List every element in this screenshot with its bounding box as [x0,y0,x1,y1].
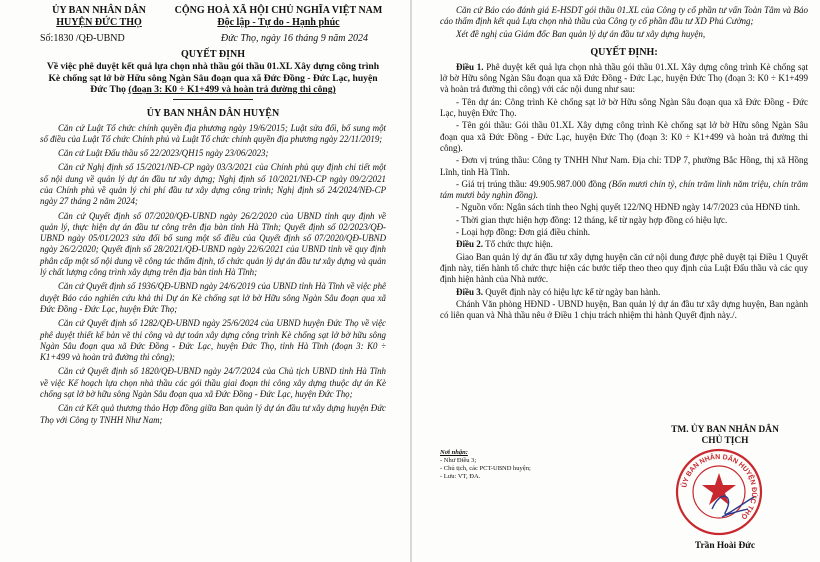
article-1-item: - Đơn vị trúng thầu: Công ty TNHH Như Nam. Địa chỉ: TDP 7, phường Bắc Hồng, thị xã Hồng Lĩnh, tỉnh Hà Tĩnh. [440,155,808,177]
article-2: Điều 2. Tổ chức thực hiện. [456,239,553,250]
doc-meta [40,32,386,45]
legal-basis-item: Căn cứ Quyết định số 1936/QĐ-UBND ngày 24/6/2019 của UBND tỉnh Hà Tĩnh về việc phê duyệt Báo cáo nghiên cứu khả thi Dự án Kè chống sạt lở bờ Hữu sông Ngàn Sâu đoạn qua xã Đức Đồng - Đức Lạc, huyện Đức Thọ; [40,281,386,314]
seal-text: ỦY BAN NHÂN DÂN HUYỆN ĐỨC THỌ [681,453,758,521]
issuer-heading: ỦY BAN NHÂN DÂN HUYỆN [146,107,280,119]
intro-paragraph: Xét đề nghị của Giám đốc Ban quản lý dự án đầu tư xây dựng huyện, [456,28,706,39]
legal-basis [40,123,386,426]
article-2-body: Giao Ban quản lý dự án đầu tư xây dựng huyện căn cứ nội dung được phê duyệt tại Điều 1 Quyết định này, tiến hành tổ chức thực hiện các bước tiếp theo theo quy định của Luật Đấu thầu và các quy định hiện hành của Nhà nước. [440,251,808,285]
doc-number: Số:1830 /QĐ-UBND [40,33,125,44]
article-1-item: - Loại hợp đồng: Đơn giá điều chỉnh. [456,227,590,238]
decision-heading: QUYẾT ĐỊNH: [590,46,658,58]
article-1-item: - Thời gian thực hiện hợp đồng: 12 tháng, kể từ ngày hợp đồng có hiệu lực. [456,214,728,225]
legal-basis-item: Căn cứ Quyết định số 07/2020/QĐ-UBND ngày 26/2/2020 của UBND tỉnh quy định về quản lý, thực hiện dự án đầu tư công trên địa bàn tỉnh Hà Tĩnh; Quyết định số 02/2023/QĐ-UBND ngày 05/01/2023 sửa đổi bổ sung một số điều của Quyết định số 07/2020/QĐ-UBND ngày 26/2/2020; Quyết định số 28/2021/QĐ-UBND ngày 22/6/2021 của UBND tỉnh về quy định phân cấp một số nội dung về công tác thẩm định, tổ chức quản lý dự án đầu tư xây dựng và quản lý chất lượng công trình xây dựng trên địa bàn tỉnh Hà Tĩnh; [40,210,386,278]
signatory-title: TM. ỦY BAN NHÂN DÂN CHỦ TỊCH [671,425,779,446]
official-seal-icon [674,447,764,537]
recipients: Nơi nhận: - Như Điều 3; - Chủ tịch, các PCT-UBND huyện; - Lưu: VT, ĐA. [440,449,531,480]
article-1-item: - Tên dự án: Công trình Kè chống sạt lở bờ Hữu sông Ngàn Sâu đoạn qua xã Đức Đồng - Đức Lạc, huyện Đức Thọ. [440,96,808,119]
article-1-item: - Nguồn vốn: Ngân sách tỉnh theo Nghị quyết 122/NQ HĐNĐ ngày 14/7/2023 của HĐNĐ tỉnh. [456,202,800,213]
article-1-item: - Tên gói thầu: Gói thầu 01.XL Xây dựng công trình Kè chống sạt lở bờ Hữu sông Ngàn Sâu đoạn qua xã Đức Đồng - Đức Lạc, huyện Đức Thọ (đoạn 3: K0 ÷ K1+499 và hoàn trả đường thi công). [440,120,808,153]
contract-price: - Giá trị trúng thầu: 49.905.987.000 đồng (Bốn mươi chín tỷ, chín trăm linh năm triệu, chín trăm tám mươi bảy nghìn đồng). [440,178,808,201]
legal-basis-item: Căn cứ Quyết định số 1282/QĐ-UBND ngày 25/6/2024 của UBND huyện Đức Thọ về việc phê duyệt thiết kế bản vẽ thi công và dự toán xây dựng công trình Kè chống sạt lở bờ hữu sông Ngàn Sâu đoạn qua xã Đức Đồng - Đức Lạc, huyện Đức Thọ, tỉnh Hà Tĩnh (đoạn 3: K0 ÷ K1+499 và hoàn trả đường thi công); [40,318,386,363]
doc-date: Đức Thọ, ngày 16 tháng 9 năm 2024 [220,33,368,44]
article-3-body: Chánh Văn phòng HĐND - UBND huyện, Ban quản lý dự án đầu tư xây dựng huyện, Ban ngành có liên quan và Nhà thầu nêu ở Điều 1 chịu trách nhiệm thi hành Quyết định này./. [440,298,808,321]
document-header [40,5,386,29]
legal-basis-item: Căn cứ Quyết định số 1820/QĐ-UBND ngày 24/7/2024 của Chủ tịch UBND tỉnh Hà Tĩnh về việc Kế hoạch lựa chọn nhà thầu các gói thầu giai đoạn thi công xây dựng thuộc dự án Kè chống sạt lở bờ hữu sông Ngàn Sâu đoạn qua xã Đức Đồng - Đức Lạc, huyện Đức Thọ; [40,366,386,400]
decision-title: QUYẾT ĐỊNH [181,49,245,60]
right-page [412,0,820,562]
legal-basis-item: Căn cứ Luật Tổ chức chính quyền địa phương ngày 19/6/2015; Luật sửa đổi, bổ sung một số điều của Luật Tổ chức Chính phủ và Luật Tổ chức chính quyền địa phương ngày 22/11/2019; [40,122,386,144]
intro-paragraph: Căn cứ Báo cáo đánh giá E-HSDT gói thầu 01.XL của Công ty cổ phần tư vấn Toàn Tâm và Báo cáo thẩm định kết quả Lựa chọn nhà thầu của Công ty cổ phần đầu tư XD Phú Cường; [440,5,808,27]
divider [173,99,253,100]
signature-area [440,425,808,562]
issuing-agency: ỦY BAN NHÂN DÂN HUYỆN ĐỨC THỌ [52,5,146,28]
legal-basis-item: Căn cứ Luật Đấu thầu số 22/2023/QH15 ngày 23/06/2023; [58,148,269,159]
signer-name: Trần Hoài Đức [694,541,756,551]
article-1: Điều 1. Phê duyệt kết quả lựa chọn nhà thầu gói thầu 01.XL Xây dựng công trình Kè chống sạt lở bờ Hữu sông Ngàn Sâu đoạn qua xã Đức Đồng - Đức Lạc, huyện Đức Thọ (đoạn 3: K0 ÷ K1+499 và hoàn trả đường thi công) với các nội dung như sau: [440,61,808,95]
legal-basis-item: Căn cứ Kết quả thương thảo Hợp đồng giữa Ban quản lý dự án đầu tư xây dựng huyện Đức Thọ với Công ty TNHH Như Nam; [40,403,386,425]
article-3: Điều 3. Quyết định này có hiệu lực kể từ ngày ban hành. [456,286,661,297]
decision-subtitle: Về việc phê duyệt kết quả lựa chọn nhà thầu gói thầu 01.XL Xây dựng công trình Kè chống sạt lở bờ Hữu sông Ngàn Sâu đoạn qua xã Đức Đồng - Đức Lạc, huyện Đức Thọ (đoạn 3: K0 ÷ K1+499 và hoàn trả đường thi công) [46,61,380,95]
legal-basis-item: Căn cứ Nghị định số 15/2021/NĐ-CP ngày 03/3/2021 của Chính phủ quy định chi tiết một số nội dung về quản lý dự án đầu tư xây dựng; Nghị định số 10/2021/NĐ-CP ngày 09/2/2021 của Chính phủ về quản lý chi phí đầu tư xây dựng công trình; Nghị định số 24/2024/NĐ-CP ngày 27 tháng 2 năm 2024; [40,162,386,207]
national-motto: CỘNG HOÀ XÃ HỘI CHỦ NGHĨA VIỆT NAM Độc lập - Tự do - Hạnh phúc [174,5,383,28]
